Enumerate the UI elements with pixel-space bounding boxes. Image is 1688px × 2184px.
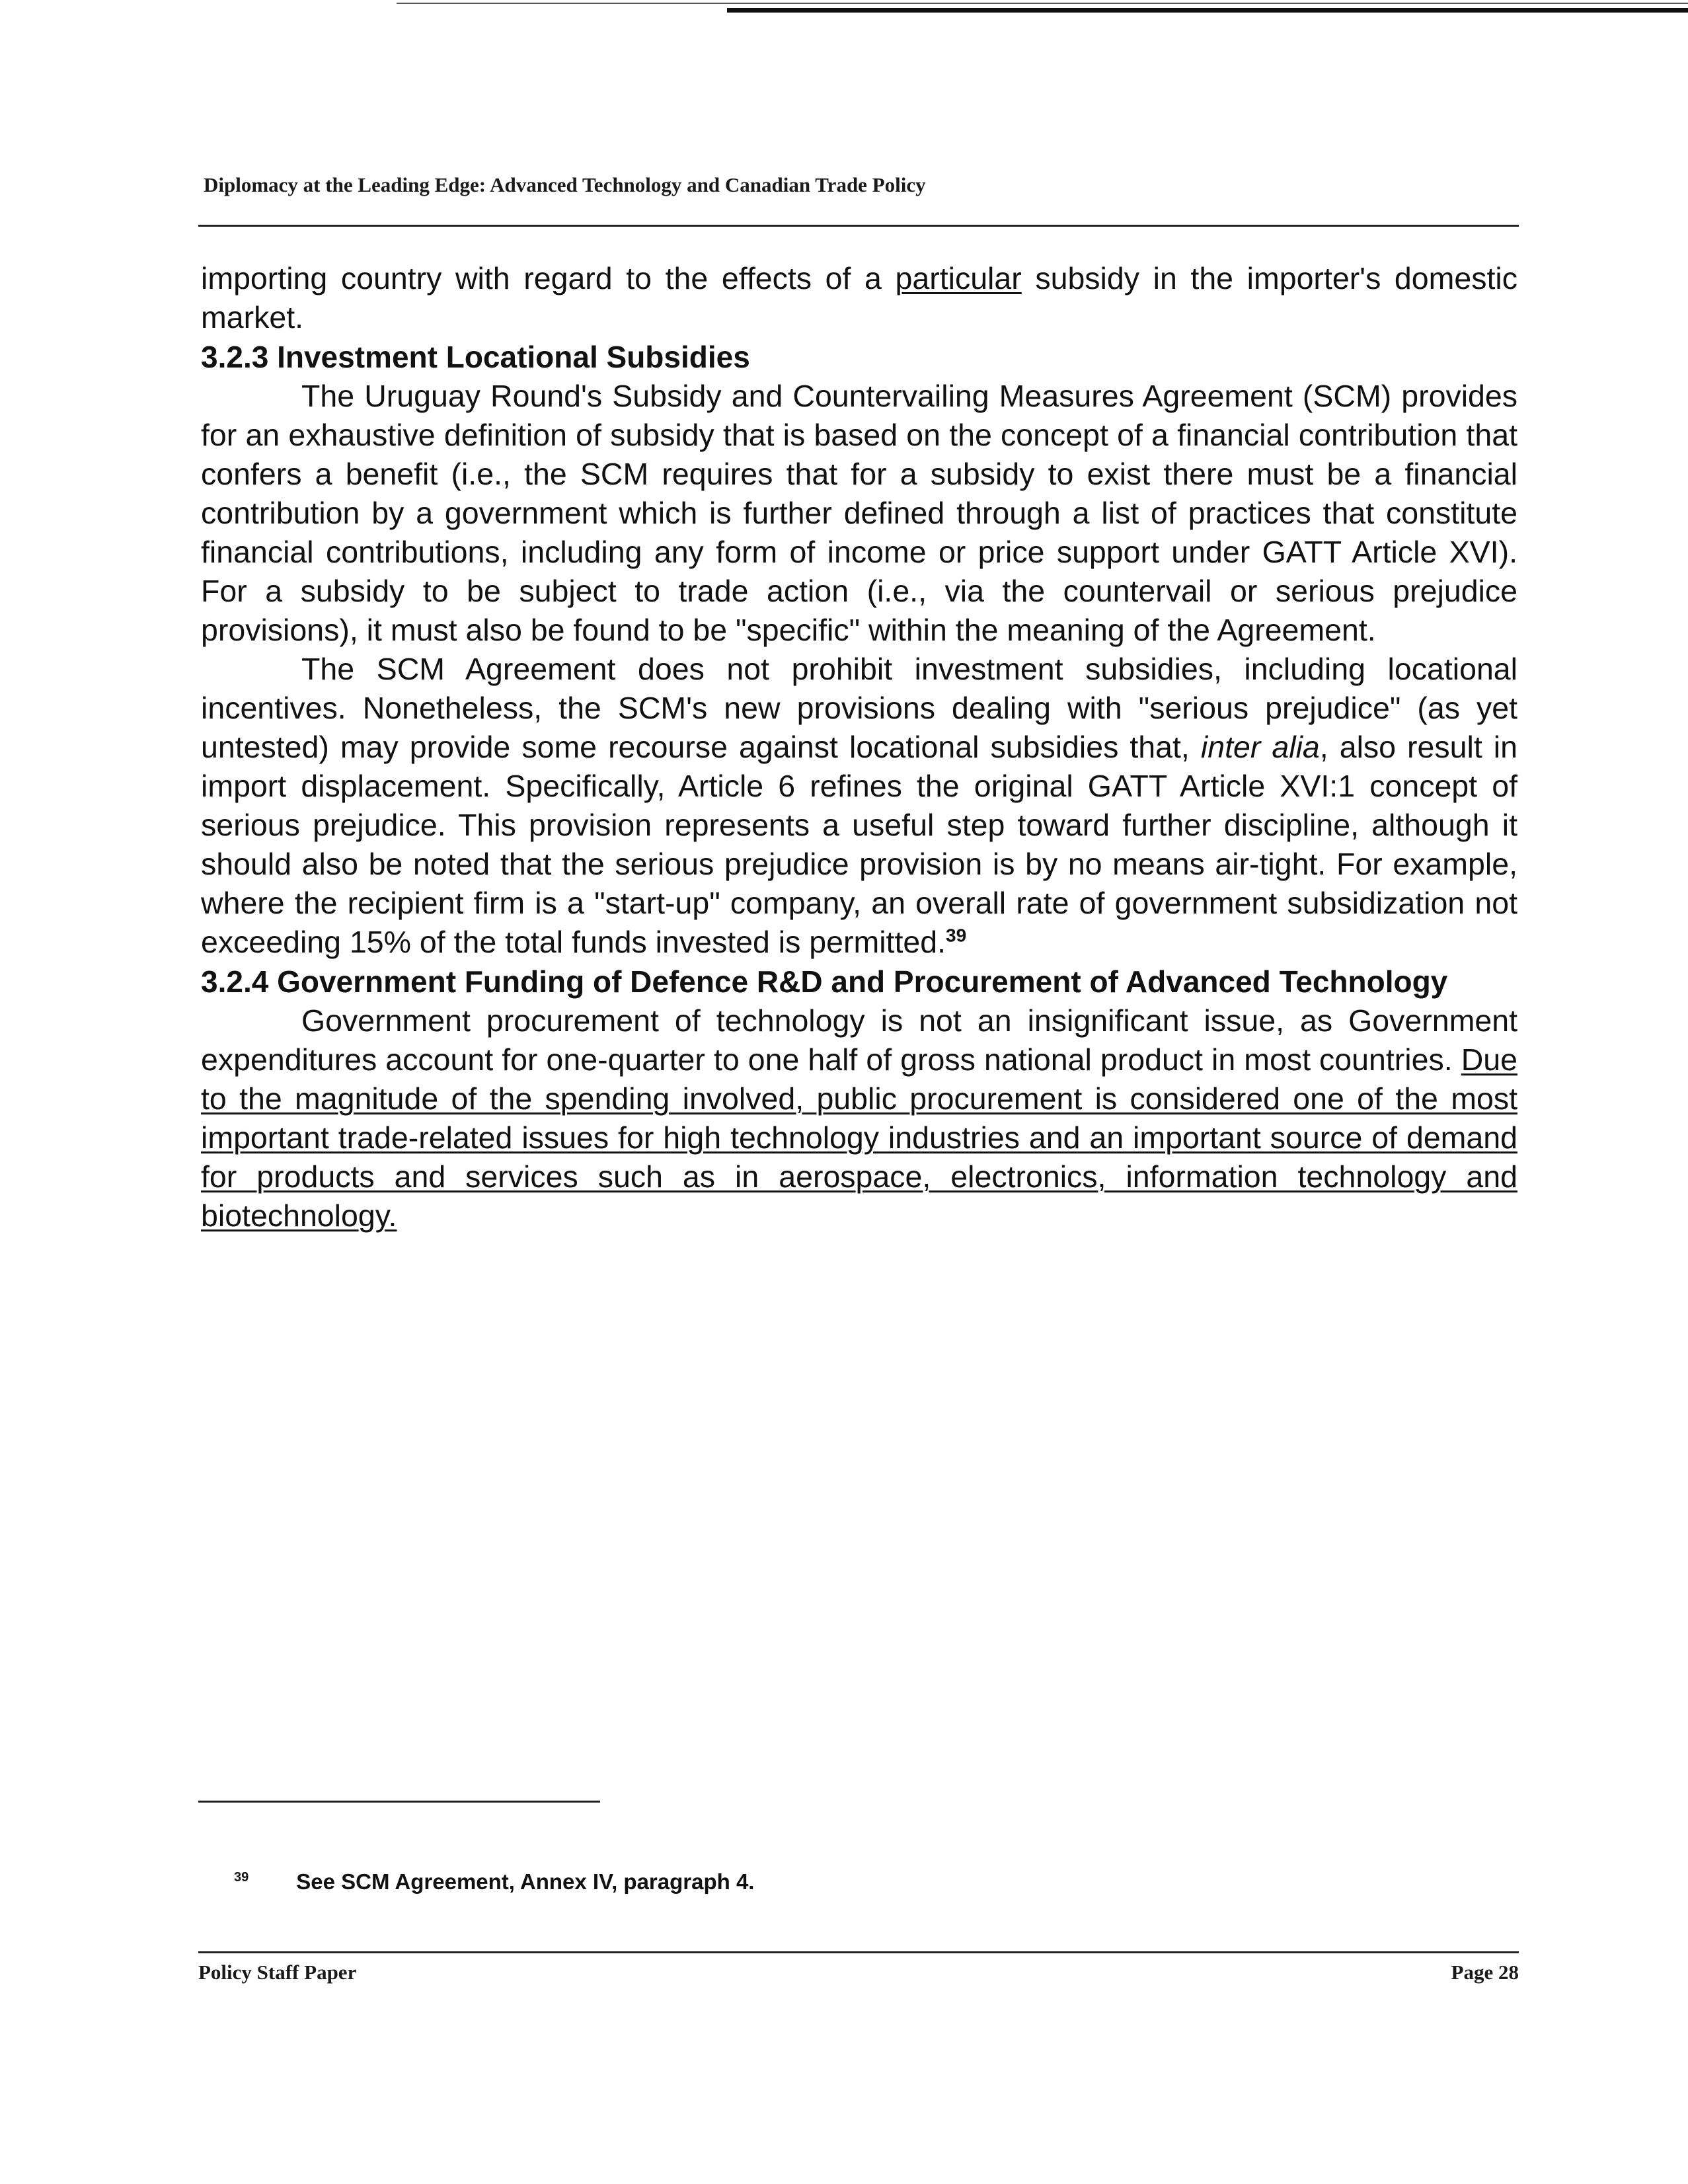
underlined-word: particular [895,261,1022,295]
footer-publication: Policy Staff Paper [198,1961,357,1984]
section-heading-3-2-4: 3.2.4 Government Funding of Defence R&D and Procurement of Advanced Technology [201,964,1448,999]
paragraph-procurement [201,1001,1517,1235]
underlined-passage: Due to the magnitude of the spending involved, public procurement is considered one of the most important trade-related issues for high technology industries and an important source of demand for products and services such as in aerospace, electronics, information technology and biotechnology. [201,1042,1517,1233]
footer-rule [198,1951,1519,1953]
section-heading-3-2-3: 3.2.3 Investment Locational Subsidies [201,340,750,374]
italic-term: inter alia [1200,730,1320,764]
continuation-text: importing country with regard to the effects of a [201,261,896,295]
continuation-text-end: subsidy in the importer's domestic market. [201,261,1517,334]
footnote-number: 39 [234,1870,249,1885]
top-scan-rule-thick [727,8,1688,13]
footnote-reference[interactable]: 39 [946,925,967,946]
paragraph-scm-definition: The Uruguay Round's Subsidy and Countervailing Measures Agreement (SCM) provides for an exhaustive definition of subsidy that is based on the concept of a financial contribution that confers a benefit (i.e., the SCM requires that for a subsidy to exist there must be a financial contribution by a government which is further defined through a list of practices that constitute financial contributions, including any form of income or price support under GATT Article XVI). For a subsidy to be subject to trade action (i.e., via the countervail or serious prejudice provisions), it must also be found to be "specific" within the meaning of the Agreement. [201,379,1517,647]
footnote-text: See SCM Agreement, Annex IV, paragraph 4. [296,1869,755,1894]
footnote-39 [234,1864,754,1895]
top-scan-rule-thin [397,3,1688,4]
footnote-rule [198,1801,600,1803]
running-header: Diplomacy at the Leading Edge: Advanced Technology and Canadian Trade Policy [204,173,926,196]
continuation-paragraph [201,259,1517,337]
header-rule [198,225,1519,227]
page-body [201,259,1517,1235]
paragraph-scm-investment [201,650,1517,962]
footer-page-number: Page 28 [1451,1961,1519,1984]
paragraph-text-end: , also result in import displacement. Specifically, Article 6 refines the original GATT Article XVI:1 concept of serious prejudice. This provision represents a useful step toward further discipline, although it should also be noted that the serious prejudice provision is by no means air-tight. For example, where the recipient firm is a "start-up" company, an overall rate of government subsidization not exceeding 15% of the total funds invested is permitted. [201,730,1517,959]
paragraph-text: The SCM Agreement does not prohibit investment subsidies, including locational incentives. Nonetheless, the SCM's new provisions dealing with "serious prejudice" (as yet untested) may provide some recourse against locational subsidies that, [201,652,1517,764]
paragraph-text: Government procurement of technology is not an insignificant issue, as Government expenditures account for one-quarter to one half of gross national product in most countries. [201,1003,1517,1077]
